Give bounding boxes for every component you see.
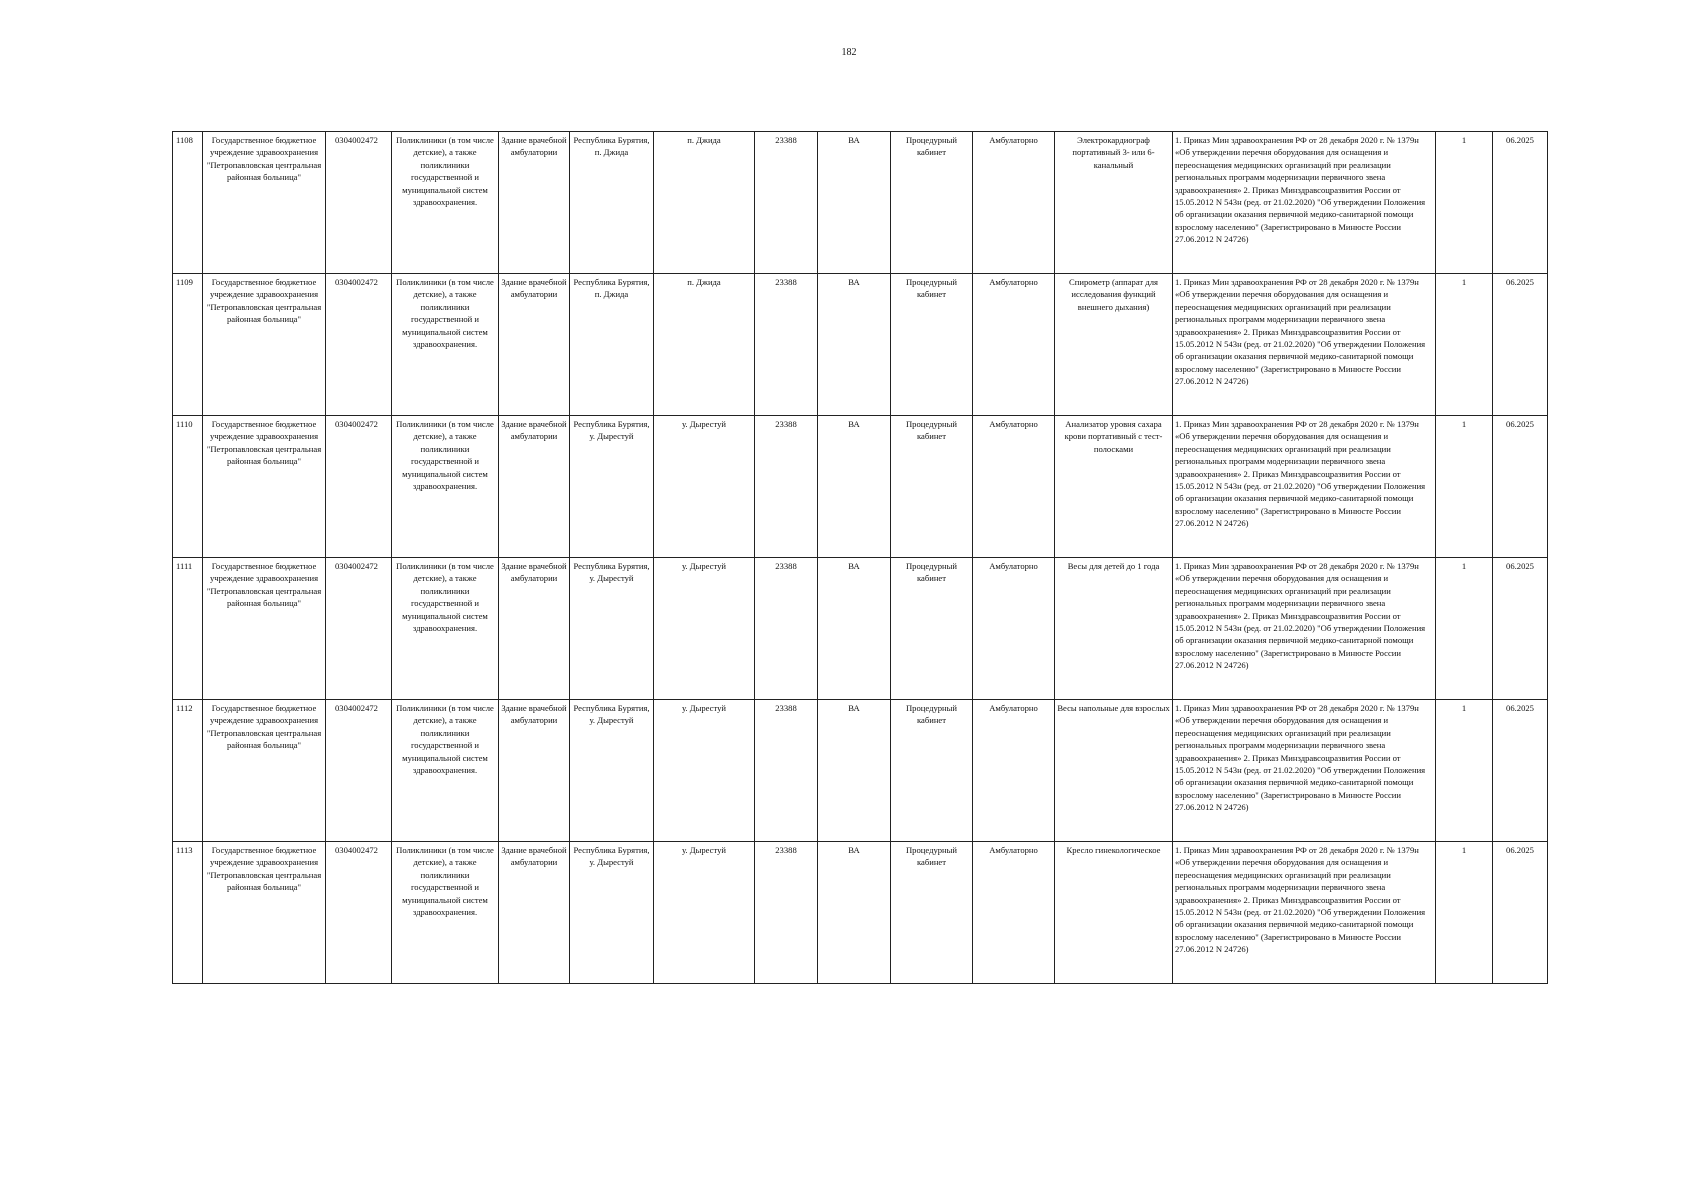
cell-care-mode: Амбулаторно [973,274,1055,416]
table-row [173,416,1548,558]
cell-organization: Государственное бюджетное учреждение здравоохранения "Петропавловская центральная районная больница" [203,842,326,984]
cell-zone: ВА [818,700,891,842]
cell-date: 06.2025 [1493,558,1548,700]
cell-equipment: Анализатор уровня сахара крови портативный с тест-полосками [1055,416,1173,558]
cell-equipment: Весы напольные для взрослых [1055,700,1173,842]
cell-care-mode: Амбулаторно [973,558,1055,700]
cell-equipment: Спирометр (аппарат для исследования функций внешнего дыхания) [1055,274,1173,416]
cell-facility-type: Поликлиники (в том числе детские), а также поликлиники государственной и муниципальной систем здравоохранения. [392,274,499,416]
cell-care-mode: Амбулаторно [973,700,1055,842]
cell-address: Республика Бурятия, у. Дырестуй [570,416,654,558]
cell-zone: ВА [818,842,891,984]
cell-facility-type: Поликлиники (в том числе детские), а также поликлиники государственной и муниципальной систем здравоохранения. [392,132,499,274]
cell-equipment: Электрокардиограф портативный 3- или 6-канальный [1055,132,1173,274]
cell-inn: 0304002472 [326,274,392,416]
cell-building: Здание врачебной амбулатории [499,132,570,274]
cell-building: Здание врачебной амбулатории [499,416,570,558]
cell-settlement: п. Джида [654,132,755,274]
cell-quantity: 1 [1436,700,1493,842]
cell-facility-type: Поликлиники (в том числе детские), а также поликлиники государственной и муниципальной систем здравоохранения. [392,700,499,842]
cell-facility-type: Поликлиники (в том числе детские), а также поликлиники государственной и муниципальной систем здравоохранения. [392,842,499,984]
cell-code: 23388 [755,274,818,416]
cell-row-number: 1111 [173,558,203,700]
cell-address: Республика Бурятия, у. Дырестуй [570,842,654,984]
cell-legal-basis: 1. Приказ Мин здравоохранения РФ от 28 декабря 2020 г. № 1379н «Об утверждении перечня оборудования для оснащения и переоснащения медицинских организаций при реализации региональных программ модернизации первичного звена здравоохранения» 2. Приказ Минздравсоцразвития России от 15.05.2012 N 543н (ред. от 21.02.2020) "Об утверждении Положения об организации оказания первичной медико-санитарной помощи взрослому населению" (Зарегистрировано в Минюсте России 27.06.2012 N 24726) [1173,274,1436,416]
cell-code: 23388 [755,700,818,842]
cell-zone: ВА [818,416,891,558]
cell-row-number: 1110 [173,416,203,558]
cell-date: 06.2025 [1493,842,1548,984]
cell-room: Процедурный кабинет [891,132,973,274]
cell-zone: ВА [818,558,891,700]
cell-date: 06.2025 [1493,700,1548,842]
table-row [173,274,1548,416]
cell-facility-type: Поликлиники (в том числе детские), а также поликлиники государственной и муниципальной систем здравоохранения. [392,558,499,700]
cell-address: Республика Бурятия, у. Дырестуй [570,700,654,842]
cell-care-mode: Амбулаторно [973,842,1055,984]
cell-date: 06.2025 [1493,274,1548,416]
cell-organization: Государственное бюджетное учреждение здравоохранения "Петропавловская центральная районная больница" [203,132,326,274]
cell-quantity: 1 [1436,274,1493,416]
cell-quantity: 1 [1436,416,1493,558]
cell-equipment: Весы для детей до 1 года [1055,558,1173,700]
cell-code: 23388 [755,558,818,700]
cell-settlement: у. Дырестуй [654,842,755,984]
cell-inn: 0304002472 [326,416,392,558]
cell-room: Процедурный кабинет [891,416,973,558]
cell-legal-basis: 1. Приказ Мин здравоохранения РФ от 28 декабря 2020 г. № 1379н «Об утверждении перечня оборудования для оснащения и переоснащения медицинских организаций при реализации региональных программ модернизации первичного звена здравоохранения» 2. Приказ Минздравсоцразвития России от 15.05.2012 N 543н (ред. от 21.02.2020) "Об утверждении Положения об организации оказания первичной медико-санитарной помощи взрослому населению" (Зарегистрировано в Минюсте России 27.06.2012 N 24726) [1173,132,1436,274]
cell-code: 23388 [755,842,818,984]
cell-zone: ВА [818,274,891,416]
cell-inn: 0304002472 [326,700,392,842]
cell-building: Здание врачебной амбулатории [499,274,570,416]
cell-row-number: 1113 [173,842,203,984]
table-row [173,842,1548,984]
cell-row-number: 1109 [173,274,203,416]
table-row [173,700,1548,842]
cell-equipment: Кресло гинекологическое [1055,842,1173,984]
cell-room: Процедурный кабинет [891,842,973,984]
cell-inn: 0304002472 [326,132,392,274]
cell-date: 06.2025 [1493,416,1548,558]
cell-organization: Государственное бюджетное учреждение здравоохранения "Петропавловская центральная районная больница" [203,416,326,558]
cell-settlement: п. Джида [654,274,755,416]
cell-code: 23388 [755,132,818,274]
table-row [173,132,1548,274]
cell-address: Республика Бурятия, п. Джида [570,274,654,416]
cell-room: Процедурный кабинет [891,558,973,700]
cell-address: Республика Бурятия, п. Джида [570,132,654,274]
cell-settlement: у. Дырестуй [654,558,755,700]
cell-care-mode: Амбулаторно [973,416,1055,558]
cell-inn: 0304002472 [326,558,392,700]
page-number: 182 [841,47,857,58]
cell-facility-type: Поликлиники (в том числе детские), а также поликлиники государственной и муниципальной систем здравоохранения. [392,416,499,558]
cell-settlement: у. Дырестуй [654,700,755,842]
cell-quantity: 1 [1436,558,1493,700]
cell-room: Процедурный кабинет [891,700,973,842]
cell-organization: Государственное бюджетное учреждение здравоохранения "Петропавловская центральная районная больница" [203,700,326,842]
cell-legal-basis: 1. Приказ Мин здравоохранения РФ от 28 декабря 2020 г. № 1379н «Об утверждении перечня оборудования для оснащения и переоснащения медицинских организаций при реализации региональных программ модернизации первичного звена здравоохранения» 2. Приказ Минздравсоцразвития России от 15.05.2012 N 543н (ред. от 21.02.2020) "Об утверждении Положения об организации оказания первичной медико-санитарной помощи взрослому населению" (Зарегистрировано в Минюсте России 27.06.2012 N 24726) [1173,558,1436,700]
table-row [173,558,1548,700]
cell-care-mode: Амбулаторно [973,132,1055,274]
cell-quantity: 1 [1436,842,1493,984]
cell-address: Республика Бурятия, у. Дырестуй [570,558,654,700]
cell-row-number: 1112 [173,700,203,842]
cell-building: Здание врачебной амбулатории [499,558,570,700]
cell-building: Здание врачебной амбулатории [499,842,570,984]
cell-organization: Государственное бюджетное учреждение здравоохранения "Петропавловская центральная районная больница" [203,558,326,700]
cell-date: 06.2025 [1493,132,1548,274]
cell-code: 23388 [755,416,818,558]
cell-room: Процедурный кабинет [891,274,973,416]
cell-zone: ВА [818,132,891,274]
cell-settlement: у. Дырестуй [654,416,755,558]
equipment-registry-table [172,131,1548,984]
cell-quantity: 1 [1436,132,1493,274]
cell-legal-basis: 1. Приказ Мин здравоохранения РФ от 28 декабря 2020 г. № 1379н «Об утверждении перечня оборудования для оснащения и переоснащения медицинских организаций при реализации региональных программ модернизации первичного звена здравоохранения» 2. Приказ Минздравсоцразвития России от 15.05.2012 N 543н (ред. от 21.02.2020) "Об утверждении Положения об организации оказания первичной медико-санитарной помощи взрослому населению" (Зарегистрировано в Минюсте России 27.06.2012 N 24726) [1173,842,1436,984]
cell-organization: Государственное бюджетное учреждение здравоохранения "Петропавловская центральная районная больница" [203,274,326,416]
cell-inn: 0304002472 [326,842,392,984]
cell-legal-basis: 1. Приказ Мин здравоохранения РФ от 28 декабря 2020 г. № 1379н «Об утверждении перечня оборудования для оснащения и переоснащения медицинских организаций при реализации региональных программ модернизации первичного звена здравоохранения» 2. Приказ Минздравсоцразвития России от 15.05.2012 N 543н (ред. от 21.02.2020) "Об утверждении Положения об организации оказания первичной медико-санитарной помощи взрослому населению" (Зарегистрировано в Минюсте России 27.06.2012 N 24726) [1173,700,1436,842]
cell-legal-basis: 1. Приказ Мин здравоохранения РФ от 28 декабря 2020 г. № 1379н «Об утверждении перечня оборудования для оснащения и переоснащения медицинских организаций при реализации региональных программ модернизации первичного звена здравоохранения» 2. Приказ Минздравсоцразвития России от 15.05.2012 N 543н (ред. от 21.02.2020) "Об утверждении Положения об организации оказания первичной медико-санитарной помощи взрослому населению" (Зарегистрировано в Минюсте России 27.06.2012 N 24726) [1173,416,1436,558]
cell-row-number: 1108 [173,132,203,274]
cell-building: Здание врачебной амбулатории [499,700,570,842]
